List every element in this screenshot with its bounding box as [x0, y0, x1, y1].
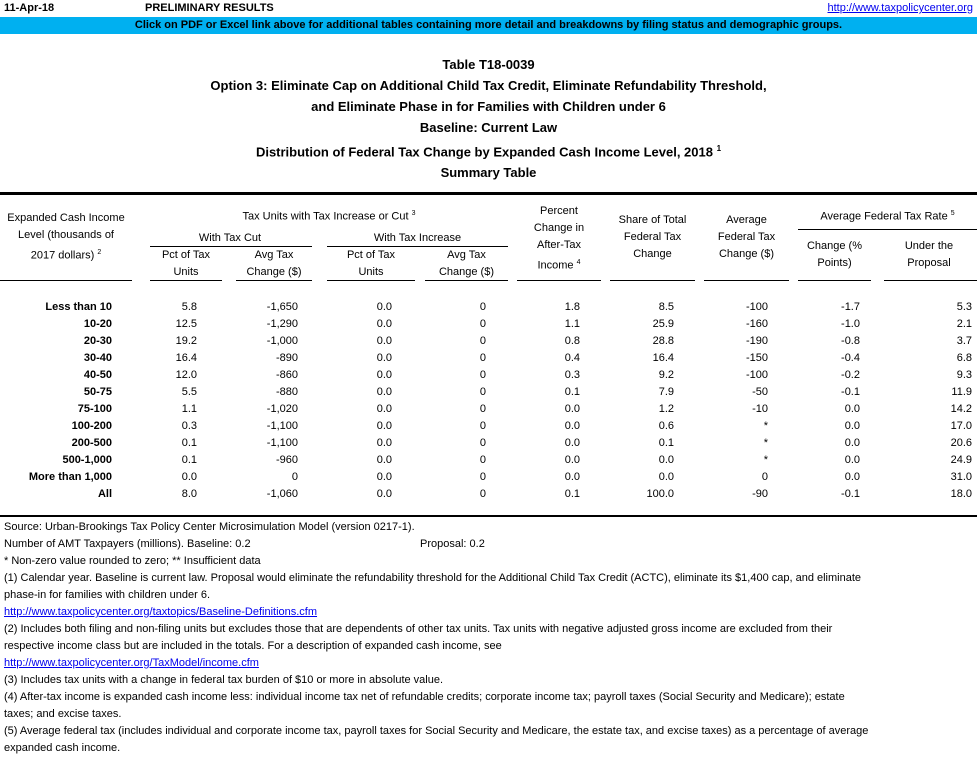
info-banner: Click on PDF or Excel link above for additional tables containing more detail and breakdowns by filing status and demographic groups. [0, 17, 977, 34]
cell-cut-avg: -890 [275, 352, 298, 364]
cell-inc-pct: 0.0 [376, 352, 392, 364]
table-row [0, 316, 977, 333]
cell-share: 1.2 [658, 403, 674, 415]
cell-avg-fed: -100 [745, 301, 768, 313]
summary-title: Summary Table [440, 165, 537, 181]
cell-rate-prop: 20.6 [950, 437, 972, 449]
table-row [0, 350, 977, 367]
cell-cut-pct: 12.5 [175, 318, 197, 330]
cell-cut-avg: -1,100 [266, 437, 298, 449]
cell-label: 40-50 [83, 369, 112, 381]
cell-inc-avg: 0 [479, 352, 486, 364]
note-1a: (1) Calendar year. Baseline is current law. Proposal would eliminate the refundability threshold for the Additional Child Tax Credit (ACTC), eliminate its $1,400 cap, and eliminate [4, 572, 862, 584]
cell-inc-pct: 0.0 [376, 386, 392, 398]
cell-label: More than 1,000 [28, 471, 112, 483]
rate-proposal-header: Under the Proposal [904, 240, 954, 269]
cell-cut-avg: -960 [275, 454, 298, 466]
cell-rate-chg: -0.2 [841, 369, 860, 381]
cell-rate-prop: 5.3 [956, 301, 972, 313]
cell-cut-avg: -1,000 [266, 335, 298, 347]
cell-label: 10-20 [83, 318, 112, 330]
cell-rate-chg: -0.8 [841, 335, 860, 347]
cell-cut-pct: 12.0 [175, 369, 197, 381]
note-3: (3) Includes tax units with a change in federal tax burden of $10 or more in absolute value. [4, 674, 444, 686]
cell-rate-chg: 0.0 [844, 437, 860, 449]
cell-rate-prop: 11.9 [951, 386, 972, 398]
note-5b: expanded cash income. [4, 742, 121, 754]
table-row [0, 486, 977, 503]
cell-cut-avg: -860 [275, 369, 298, 381]
cell-avg-fed: -160 [745, 318, 768, 330]
cell-pct-chg: 1.8 [564, 301, 580, 313]
header-top-rule [0, 192, 977, 195]
cell-cut-pct: 0.1 [181, 437, 197, 449]
cell-avg-fed: -100 [745, 369, 768, 381]
cell-label: All [97, 488, 112, 500]
cell-share: 0.0 [658, 454, 674, 466]
cell-rate-prop: 6.8 [956, 352, 972, 364]
cell-cut-pct: 5.8 [181, 301, 197, 313]
cell-cut-pct: 1.1 [181, 403, 197, 415]
cell-label: 50-75 [83, 386, 112, 398]
cell-inc-pct: 0.0 [376, 403, 392, 415]
inc-pct-header: Pct of Tax Units [346, 249, 396, 278]
cell-rate-prop: 9.3 [956, 369, 972, 381]
cell-share: 7.9 [658, 386, 674, 398]
cell-inc-pct: 0.0 [376, 318, 392, 330]
table-row [0, 333, 977, 350]
cell-avg-fed: -90 [752, 488, 768, 500]
cell-rate-chg: -0.1 [841, 386, 860, 398]
cell-inc-pct: 0.0 [376, 420, 392, 432]
cell-rate-chg: -1.7 [841, 301, 860, 313]
cell-avg-fed: -150 [745, 352, 768, 364]
cell-inc-avg: 0 [479, 403, 486, 415]
cell-pct-chg: 0.0 [564, 420, 580, 432]
cell-rate-chg: 0.0 [844, 403, 860, 415]
inc-avg-header: Avg Tax Change ($) [438, 249, 495, 278]
cell-rate-chg: -0.1 [841, 488, 860, 500]
cell-inc-pct: 0.0 [376, 471, 392, 483]
table-titles [0, 54, 977, 183]
note-4b: taxes; and excise taxes. [4, 708, 122, 720]
avg-fed-header: Average Federal Tax Change ($) [717, 214, 776, 260]
cell-inc-avg: 0 [479, 386, 486, 398]
table-row [0, 299, 977, 316]
cell-pct-chg: 0.8 [564, 335, 580, 347]
amt-note: Number of AMT Taxpayers (millions). Baseline: 0.2 Proposal: 0.2 [4, 538, 485, 550]
cell-inc-pct: 0.0 [376, 335, 392, 347]
cell-share: 0.0 [658, 471, 674, 483]
cell-pct-chg: 0.0 [564, 454, 580, 466]
with-tax-increase-header: With Tax Increase [373, 232, 462, 244]
report-date: 11-Apr-18 [4, 2, 55, 14]
cell-inc-avg: 0 [479, 471, 486, 483]
cell-rate-chg: 0.0 [844, 420, 860, 432]
table-bottom-rule [0, 515, 977, 517]
cell-label: 500-1,000 [62, 454, 112, 466]
cell-inc-avg: 0 [479, 437, 486, 449]
cell-cut-pct: 5.5 [181, 386, 197, 398]
cell-inc-pct: 0.0 [376, 488, 392, 500]
cell-label: 200-500 [71, 437, 112, 449]
cell-cut-pct: 0.1 [181, 454, 197, 466]
cell-rate-prop: 24.9 [950, 454, 972, 466]
cell-cut-pct: 16.4 [175, 352, 197, 364]
cell-cut-avg: 0 [291, 471, 298, 483]
cell-inc-pct: 0.0 [376, 454, 392, 466]
cell-label: 100-200 [71, 420, 112, 432]
cell-rate-prop: 17.0 [950, 420, 972, 432]
cell-avg-fed: -190 [745, 335, 768, 347]
note-2a: (2) Includes both filing and non-filing units but excludes those that are dependents of other tax units. Tax units with negative adjusted gross income are excluded from their [4, 623, 833, 635]
cut-pct-header: Pct of Tax Units [161, 249, 211, 278]
cell-label: 30-40 [83, 352, 112, 364]
table-row [0, 401, 977, 418]
cell-rate-chg: 0.0 [844, 471, 860, 483]
cell-inc-avg: 0 [479, 301, 486, 313]
cell-cut-avg: -1,290 [266, 318, 298, 330]
share-header: Share of Total Federal Tax Change [618, 214, 687, 260]
cell-share: 0.1 [658, 437, 674, 449]
cell-cut-avg: -1,650 [266, 301, 298, 313]
cell-avg-fed: * [763, 454, 768, 466]
cell-pct-chg: 0.0 [564, 437, 580, 449]
cell-inc-pct: 0.0 [376, 369, 392, 381]
table-row [0, 418, 977, 435]
tax-units-header: Tax Units with Tax Increase or Cut $^3$ [242, 210, 416, 223]
table-id: Table T18-0039 [442, 57, 535, 72]
pct-change-header: Percent Change in After-Tax Income $^4$ [533, 205, 585, 272]
note-2b: respective income class but are included in the totals. For a description of expanded cash income, see [4, 640, 502, 652]
table-row [0, 435, 977, 452]
avg-rate-header: Average Federal Tax Rate $^5$ [820, 210, 955, 223]
footnotes [4, 519, 977, 757]
income-definition-link[interactable]: http://www.taxpolicycenter.org/TaxModel/income.cfm [4, 657, 259, 669]
cell-cut-avg: -1,100 [266, 420, 298, 432]
top-line [0, 0, 977, 17]
cell-label: 20-30 [83, 335, 112, 347]
cell-inc-avg: 0 [479, 369, 486, 381]
cell-inc-pct: 0.0 [376, 437, 392, 449]
cell-inc-avg: 0 [479, 318, 486, 330]
with-tax-cut-header: With Tax Cut [198, 232, 262, 244]
note-1b: phase-in for families with children under 6. [4, 589, 211, 601]
cell-inc-pct: 0.0 [376, 301, 392, 313]
cut-avg-header: Avg Tax Change ($) [246, 249, 302, 278]
baseline-definitions-link[interactable]: http://www.taxpolicycenter.org/taxtopics/Baseline-Definitions.cfm [4, 606, 318, 618]
cell-pct-chg: 0.1 [564, 386, 580, 398]
title-line-2: and Eliminate Phase in for Families with Children under 6 [311, 99, 666, 114]
nonzero-note: * Non-zero value rounded to zero; ** Insufficient data [4, 555, 261, 567]
cell-cut-avg: -880 [275, 386, 298, 398]
cell-share: 8.5 [658, 301, 674, 313]
cell-share: 0.6 [658, 420, 674, 432]
note-5a: (5) Average federal tax (includes individual and corporate income tax, payroll taxes for Social Security and Medicare, the estate tax, and excise taxes) as a percentage of average [4, 725, 869, 737]
cell-share: 25.9 [652, 318, 674, 330]
cell-inc-avg: 0 [479, 488, 486, 500]
cell-rate-prop: 3.7 [956, 335, 972, 347]
cell-share: 16.4 [652, 352, 674, 364]
table-row [0, 452, 977, 469]
cell-share: 100.0 [646, 488, 674, 500]
cell-rate-prop: 18.0 [950, 488, 972, 500]
title-line-1: Option 3: Eliminate Cap on Additional Child Tax Credit, Eliminate Refundability Threshold, [210, 78, 767, 93]
cell-inc-avg: 0 [479, 335, 486, 347]
table-row [0, 384, 977, 401]
income-level-header: Expanded Cash Income Level (thousands of 2017 dollars) $^2$ [7, 212, 125, 262]
cell-label: Less than 10 [45, 301, 112, 313]
cell-avg-fed: -10 [752, 403, 768, 415]
cell-pct-chg: 0.4 [564, 352, 580, 364]
cell-pct-chg: 0.3 [564, 369, 580, 381]
cell-share: 28.8 [652, 335, 674, 347]
cell-rate-prop: 31.0 [950, 471, 972, 483]
cell-pct-chg: 0.0 [564, 403, 580, 415]
cell-label: 75-100 [77, 403, 112, 415]
cell-avg-fed: -50 [752, 386, 768, 398]
cell-cut-pct: 0.0 [181, 471, 197, 483]
rate-change-header: Change (% Points) [806, 240, 863, 269]
cell-share: 9.2 [658, 369, 674, 381]
table-row [0, 367, 977, 384]
distribution-title: Distribution of Federal Tax Change by Expanded Cash Income Level, 2018 $^1$ [255, 144, 722, 160]
tpc-link[interactable]: http://www.taxpolicycenter.org [827, 2, 973, 14]
baseline-title: Baseline: Current Law [419, 120, 558, 135]
cell-rate-chg: 0.0 [844, 454, 860, 466]
cell-pct-chg: 0.0 [564, 471, 580, 483]
cell-pct-chg: 1.1 [564, 318, 580, 330]
cell-pct-chg: 0.1 [564, 488, 580, 500]
cell-cut-pct: 0.3 [181, 420, 197, 432]
cell-rate-chg: -1.0 [841, 318, 860, 330]
cell-inc-avg: 0 [479, 420, 486, 432]
cell-avg-fed: * [763, 420, 768, 432]
table-row [0, 469, 977, 486]
cell-inc-avg: 0 [479, 454, 486, 466]
cell-cut-pct: 19.2 [175, 335, 197, 347]
cell-avg-fed: * [763, 437, 768, 449]
preliminary-label: PRELIMINARY RESULTS [145, 2, 274, 14]
cell-rate-prop: 14.2 [950, 403, 972, 415]
cell-avg-fed: 0 [761, 471, 768, 483]
cell-cut-pct: 8.0 [181, 488, 197, 500]
source-note: Source: Urban-Brookings Tax Policy Center Microsimulation Model (version 0217-1). [4, 521, 415, 533]
cell-cut-avg: -1,060 [266, 488, 298, 500]
cell-cut-avg: -1,020 [266, 403, 298, 415]
cell-rate-prop: 2.1 [956, 318, 972, 330]
cell-rate-chg: -0.4 [841, 352, 860, 364]
note-4a: (4) After-tax income is expanded cash income less: individual income tax net of refundable credits; corporate income tax; payroll taxes (Social Security and Medicare); estate [4, 691, 845, 703]
